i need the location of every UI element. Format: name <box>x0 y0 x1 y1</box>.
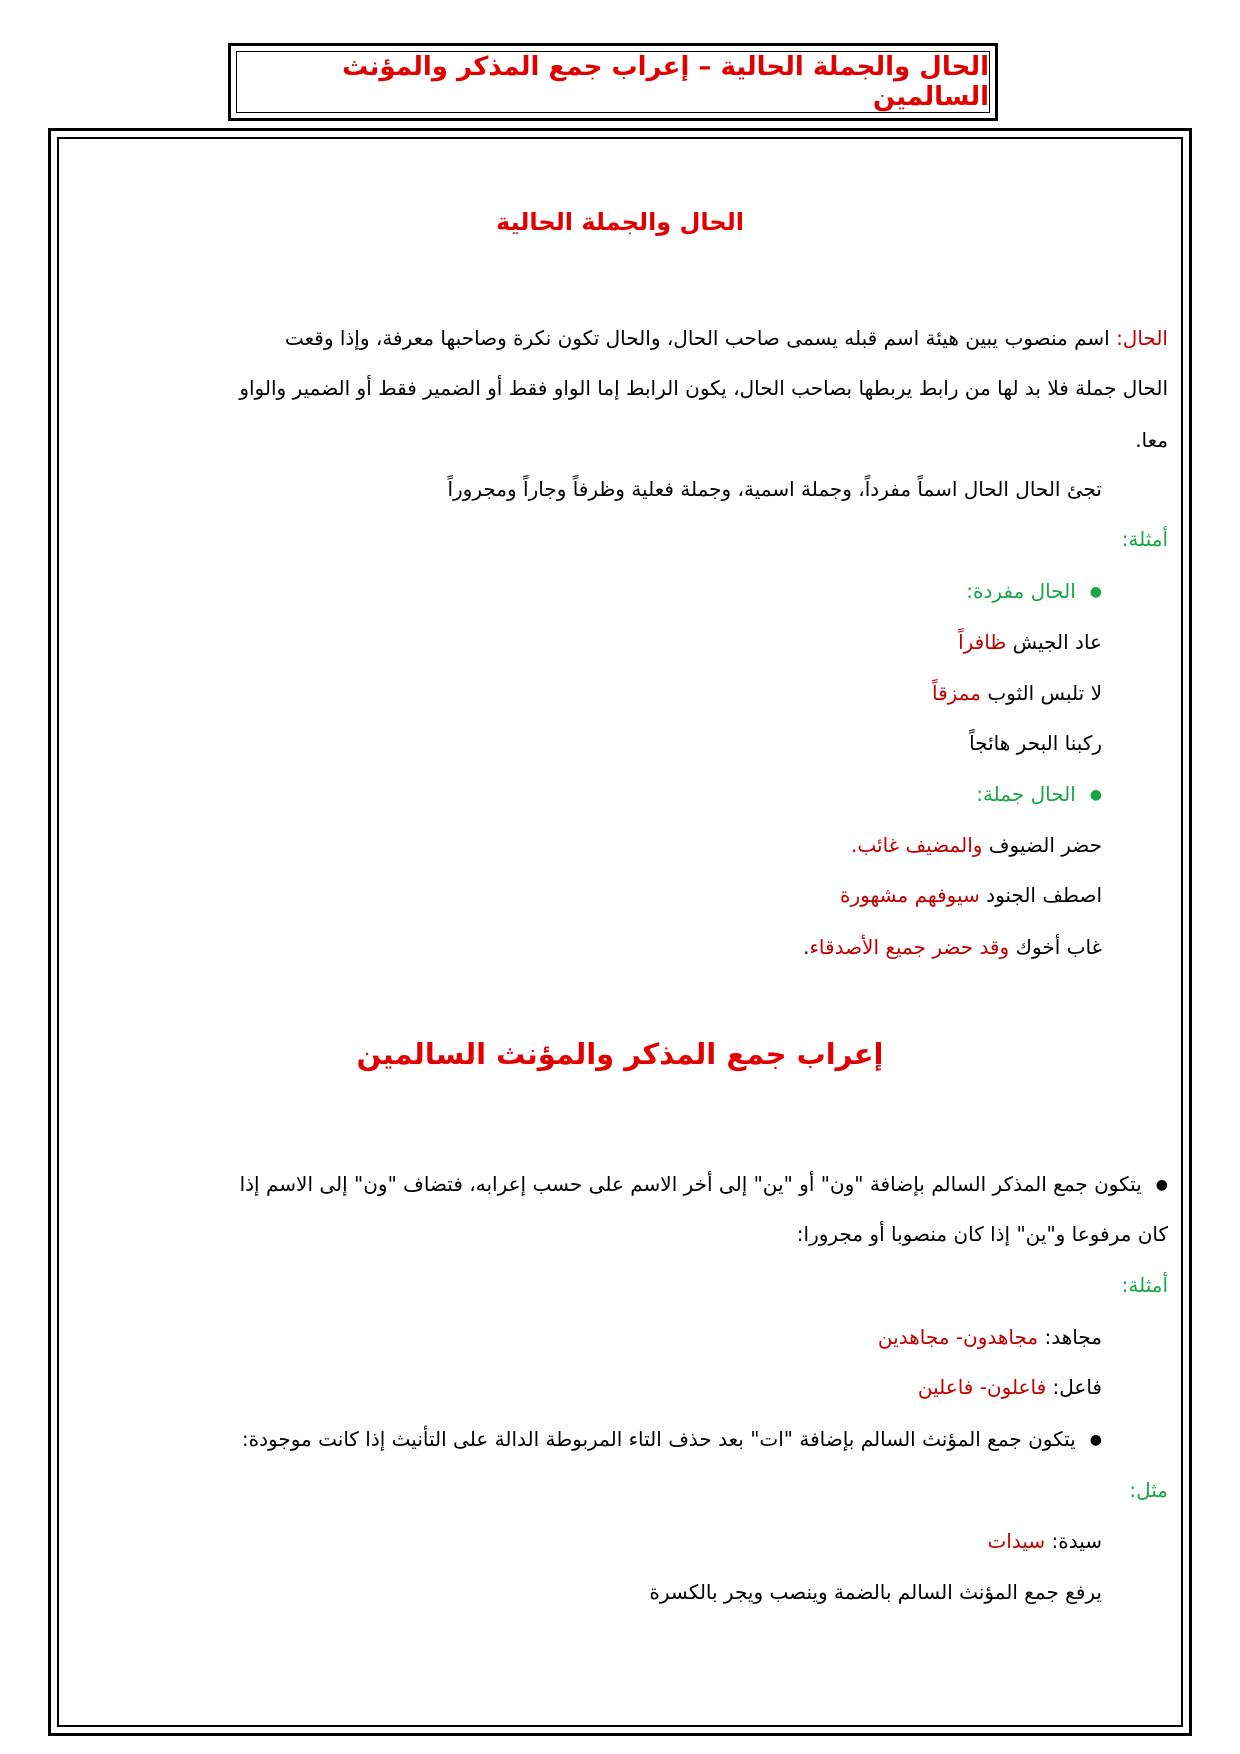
example-5 <box>840 883 1102 907</box>
example-4-base: حضر الضيوف <box>988 833 1102 857</box>
example-6-base: غاب أخوك <box>1015 935 1102 959</box>
example-3: ركبنا البحر هائجاً <box>969 731 1102 755</box>
bullet-sentence-hal <box>976 782 1102 809</box>
section1-heading: الحال والجملة الحالية <box>496 208 744 236</box>
plural-example-1-word: مجاهد: <box>1044 1325 1102 1349</box>
example-5-hal: سيوفهم مشهورة <box>839 883 980 907</box>
definition-text-1: اسم منصوب يبين هيئة اسم قبله يسمى صاحب الحال، والحال تكون نكرة وصاحبها معرفة، وإذا وقعت <box>284 326 1110 350</box>
plural-example-1 <box>878 1325 1102 1349</box>
examples-label-1: أمثلة: <box>1121 527 1168 551</box>
example-5-base: اصطف الجنود <box>986 883 1102 907</box>
definition-line-3: معا. <box>1135 428 1168 452</box>
rule-1-text-1: يتكون جمع المذكر السالم بإضافة "ون" أو "ين" إلى أخر الاسم على حسب إعرابه، فتضاف "ون" إلى الاسم إذا <box>239 1172 1142 1196</box>
rule-3: يرفع جمع المؤنث السالم بالضمة وينصب ويجر بالكسرة <box>649 1580 1102 1604</box>
example-2-base: لا تلبس الثوب <box>987 681 1102 705</box>
definition-line-2: الحال جملة فلا بد لها من رابط يربطها بصاحب الحال، يكون الرابط إما الواو فقط أو الضمير فقط أو الضمير والواو <box>239 376 1168 400</box>
bullet-sentence-label: الحال جملة: <box>976 782 1076 806</box>
example-label: مثل: <box>1129 1478 1168 1502</box>
example-6 <box>803 935 1102 959</box>
title-box-inner <box>236 51 990 113</box>
types-line: تجئ الحال الحال اسماً مفرداً، وجملة اسمية، وجملة فعلية وظرفاً وجاراً ومجروراً <box>447 477 1102 501</box>
plural-example-2-word: فاعل: <box>1052 1375 1102 1399</box>
bullet-icon: ● <box>1089 1432 1102 1448</box>
rule-1-line-2: كان مرفوعا و"ين" إذا كان منصوبا أو مجرورا: <box>796 1222 1168 1246</box>
example-6-end: . <box>803 935 810 959</box>
examples-label-2: أمثلة: <box>1121 1273 1168 1297</box>
plural-example-2-forms: فاعلون- فاعلين <box>917 1375 1047 1399</box>
page-title: الحال والجملة الحالية – إعراب جمع المذكر والمؤنث السالمين <box>342 52 989 112</box>
rule-1-line-1 <box>240 1172 1168 1199</box>
bullet-single-hal <box>966 579 1102 606</box>
bullet-single-label: الحال مفردة: <box>966 579 1076 603</box>
example-1-hal: ظافراً <box>958 630 1007 654</box>
title-box <box>228 43 998 121</box>
plural-example-3-word: سيدة: <box>1051 1529 1102 1553</box>
rule-2-text: يتكون جمع المؤنث السالم بإضافة "ات" بعد حذف التاء المربوطة الدالة على التأنيث إذا كانت موجودة: <box>241 1427 1076 1451</box>
rule-2 <box>242 1427 1102 1454</box>
example-2-hal: ممزقاً <box>931 681 981 705</box>
example-4-end: . <box>851 833 858 857</box>
content-frame <box>48 128 1192 1736</box>
example-1 <box>958 630 1102 654</box>
plural-example-3-form: سيدات <box>987 1529 1046 1553</box>
plural-example-1-forms: مجاهدون- مجاهدين <box>877 1325 1039 1349</box>
section2-heading: إعراب جمع المذكر والمؤنث السالمين <box>356 1037 884 1071</box>
example-6-hal: وقد حضر جميع الأصدقاء <box>809 935 1010 959</box>
bullet-icon: ● <box>1155 1177 1168 1193</box>
definition-line-1 <box>285 326 1168 350</box>
bullet-icon: ● <box>1089 787 1102 803</box>
example-4 <box>851 833 1102 857</box>
example-2 <box>932 681 1102 705</box>
plural-example-2 <box>918 1375 1102 1399</box>
plural-example-3 <box>987 1529 1102 1553</box>
example-1-base: عاد الجيش <box>1012 630 1102 654</box>
definition-label: الحال: <box>1116 326 1168 350</box>
example-4-hal: والمضيف غائب <box>857 833 983 857</box>
bullet-icon: ● <box>1089 584 1102 600</box>
